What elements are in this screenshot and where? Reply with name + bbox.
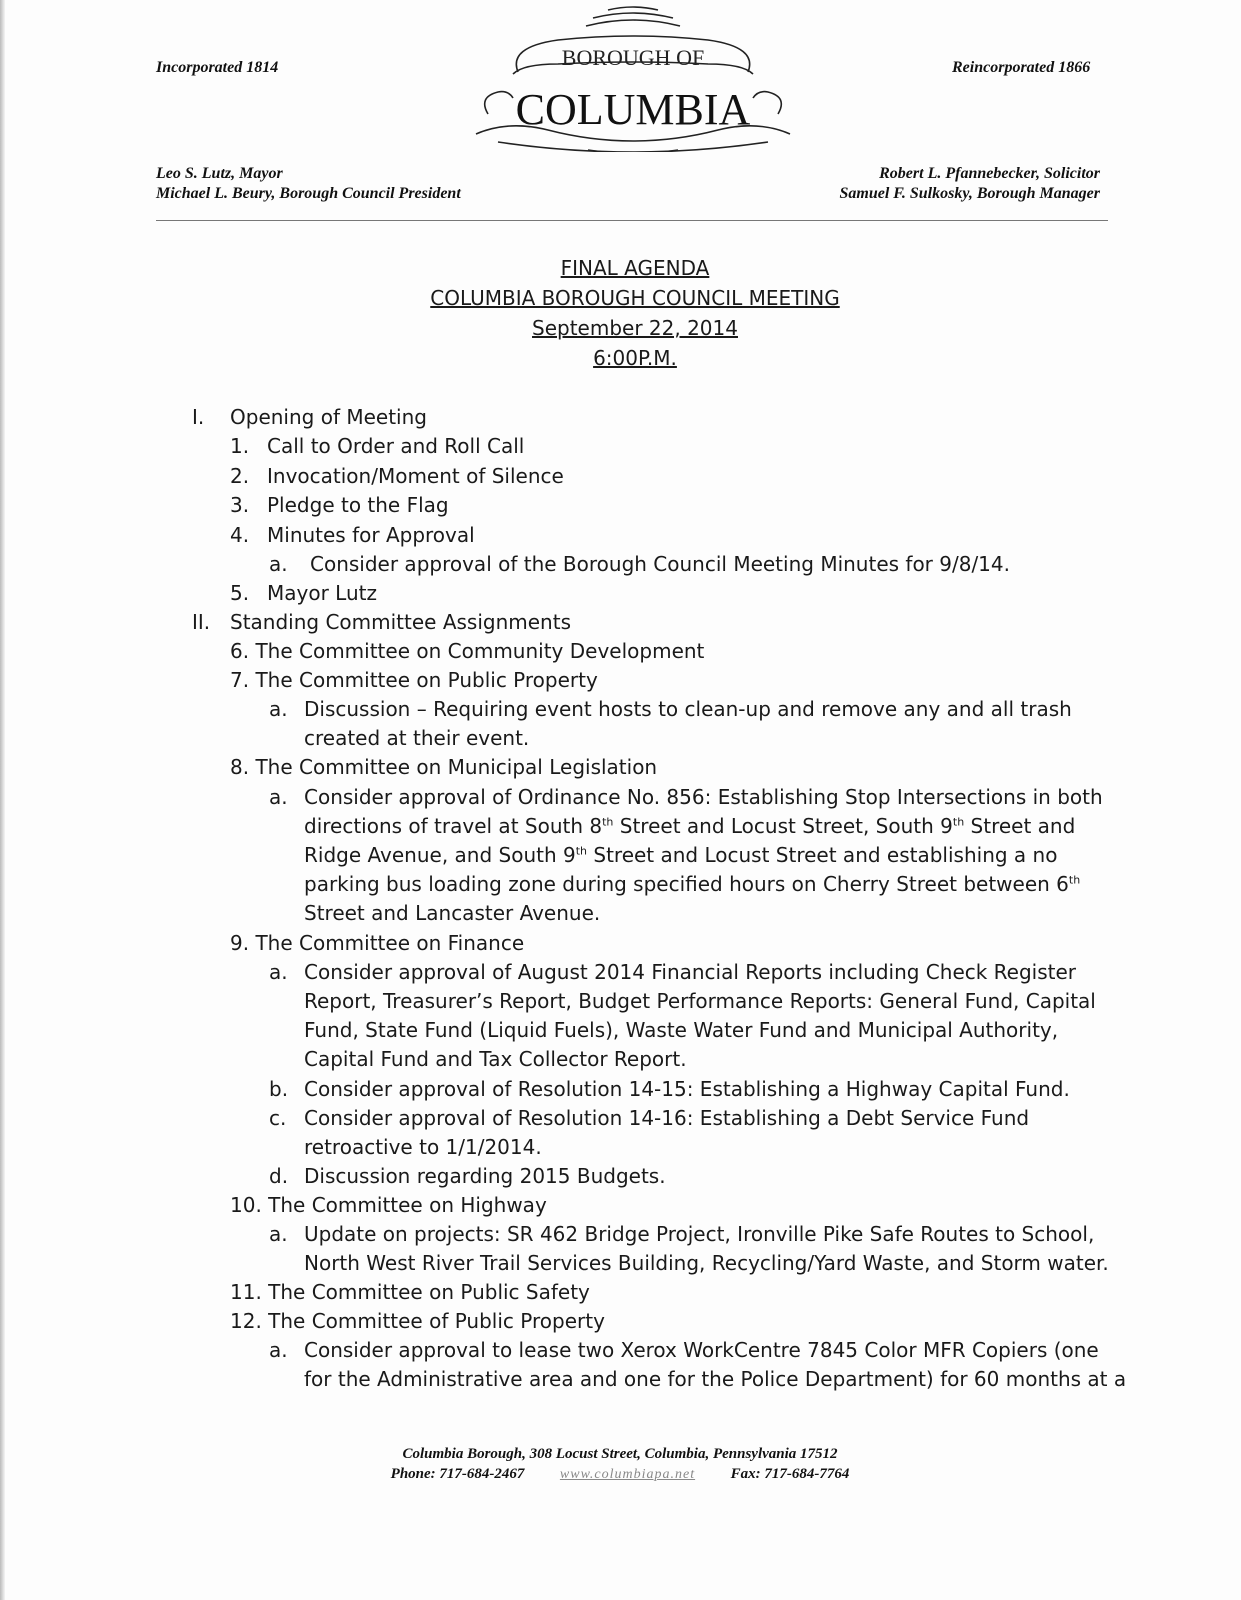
item-invocation: Invocation/Moment of Silence (267, 464, 564, 488)
item-municipal-legislation: 8. The Committee on Municipal Legislation (230, 755, 658, 779)
title-final-agenda: FINAL AGENDA (560, 256, 710, 280)
subitem-marker: a. (269, 1222, 288, 1246)
section-opening: Opening of Meeting (230, 405, 427, 429)
title-date: September 22, 2014 (532, 316, 738, 340)
item-marker: 4. (230, 523, 250, 547)
subitem-minutes-approval: Consider approval of the Borough Council Meeting Minutes for 9/8/14. (310, 552, 1010, 576)
subitem-financial-line3: Fund, State Fund (Liquid Fuels), Waste Water Fund and Municipal Authority, (304, 1018, 1059, 1042)
subitem-financial-line1: Consider approval of August 2014 Financial Reports including Check Register (304, 960, 1077, 984)
agenda-title-block (320, 253, 950, 373)
item-marker: 5. (230, 581, 250, 605)
subitem-ordinance-line3: Ridge Avenue, and South 9th Street and Locust Street and establishing a no (304, 843, 1058, 867)
reincorporated-text: Reincorporated 1866 (952, 59, 1091, 76)
subitem-marker: d. (269, 1164, 289, 1188)
item-marker: 2. (230, 464, 250, 488)
subitem-ordinance-line5: Street and Lancaster Avenue. (304, 901, 601, 925)
footer-phone: Phone: 717-684-2467 (390, 1466, 525, 1482)
footer-fax: Fax: 717-684-7764 (730, 1466, 850, 1482)
solicitor-name: Robert L. Pfannebecker, Solicitor (879, 165, 1100, 182)
subitem-marker: a. (269, 1338, 288, 1362)
incorporated-text: Incorporated 1814 (156, 59, 279, 76)
subitem-resolution-14-16-line1: Consider approval of Resolution 14-16: Establishing a Debt Service Fund (304, 1106, 1030, 1130)
footer-address: Columbia Borough, 308 Locust Street, Columbia, Pennsylvania 17512 (402, 1446, 838, 1462)
subitem-ordinance-line2: directions of travel at South 8th Street and Locust Street, South 9th Street and (304, 814, 1076, 838)
item-finance: 9. The Committee on Finance (230, 931, 525, 955)
subitem-trash-line1: Discussion – Requiring event hosts to clean-up and remove any and all trash (304, 697, 1072, 721)
item-pledge: Pledge to the Flag (267, 493, 449, 517)
subitem-marker: a. (269, 785, 288, 809)
scan-edge (0, 0, 5, 1600)
item-public-property: 7. The Committee on Public Property (230, 668, 598, 692)
subitem-resolution-14-16-line2: retroactive to 1/1/2014. (304, 1135, 542, 1159)
manager-name: Samuel F. Sulkosky, Borough Manager (839, 185, 1100, 202)
subitem-copiers-line1: Consider approval to lease two Xerox WorkCentre 7845 Color MFR Copiers (one (304, 1338, 1099, 1362)
footer (300, 1444, 940, 1485)
subitem-ordinance-line1: Consider approval of Ordinance No. 856: Establishing Stop Intersections in both (304, 785, 1103, 809)
subitem-marker: c. (269, 1106, 287, 1130)
footer-contact (300, 1464, 940, 1485)
subitem-marker: b. (269, 1077, 289, 1101)
section-standing-committees: Standing Committee Assignments (230, 610, 571, 634)
subitem-financial-line2: Report, Treasurer’s Report, Budget Performance Reports: General Fund, Capital (304, 989, 1096, 1013)
footer-website-link[interactable]: www.columbiapa.net (559, 1467, 696, 1482)
header-divider (156, 220, 1108, 221)
subitem-budgets: Discussion regarding 2015 Budgets. (304, 1164, 666, 1188)
subitem-marker: a. (269, 697, 288, 721)
subitem-trash-line2: created at their event. (304, 726, 530, 750)
title-time: 6:00P.M. (593, 346, 677, 370)
borough-of-columbia-logo (468, 2, 798, 152)
item-call-to-order: Call to Order and Roll Call (267, 434, 525, 458)
item-public-safety: 11. The Committee on Public Safety (230, 1280, 590, 1304)
mayor-name: Leo S. Lutz, Mayor (156, 165, 283, 182)
item-marker: 1. (230, 434, 250, 458)
subitem-marker: a. (269, 552, 288, 576)
subitem-projects-line2: North West River Trail Services Building, Recycling/Yard Waste, and Storm water. (304, 1251, 1109, 1275)
item-minutes: Minutes for Approval (267, 523, 475, 547)
svg-text:BOROUGH OF: BOROUGH OF (561, 45, 705, 70)
item-marker: 3. (230, 493, 250, 517)
subitem-copiers-line2: for the Administrative area and one for the Police Department) for 60 months at a (304, 1367, 1127, 1391)
item-public-property-2: 12. The Committee of Public Property (230, 1309, 605, 1333)
section-marker: II. (192, 610, 211, 634)
title-meeting: COLUMBIA BOROUGH COUNCIL MEETING (430, 286, 840, 310)
officials-left (156, 164, 461, 204)
subitem-projects-line1: Update on projects: SR 462 Bridge Project, Ironville Pike Safe Routes to School, (304, 1222, 1095, 1246)
svg-text:COLUMBIA: COLUMBIA (515, 85, 751, 134)
section-marker: I. (192, 405, 205, 429)
item-community-development: 6. The Committee on Community Development (230, 639, 705, 663)
item-mayor: Mayor Lutz (267, 581, 377, 605)
subitem-ordinance-line4: parking bus loading zone during specified hours on Cherry Street between 6th (304, 872, 1081, 896)
subitem-resolution-14-15: Consider approval of Resolution 14-15: Establishing a Highway Capital Fund. (304, 1077, 1070, 1101)
subitem-financial-line4: Capital Fund and Tax Collector Report. (304, 1047, 687, 1071)
officials-right (770, 164, 1100, 204)
subitem-marker: a. (269, 960, 288, 984)
item-highway: 10. The Committee on Highway (230, 1193, 547, 1217)
council-president-name: Michael L. Beury, Borough Council President (156, 185, 461, 202)
